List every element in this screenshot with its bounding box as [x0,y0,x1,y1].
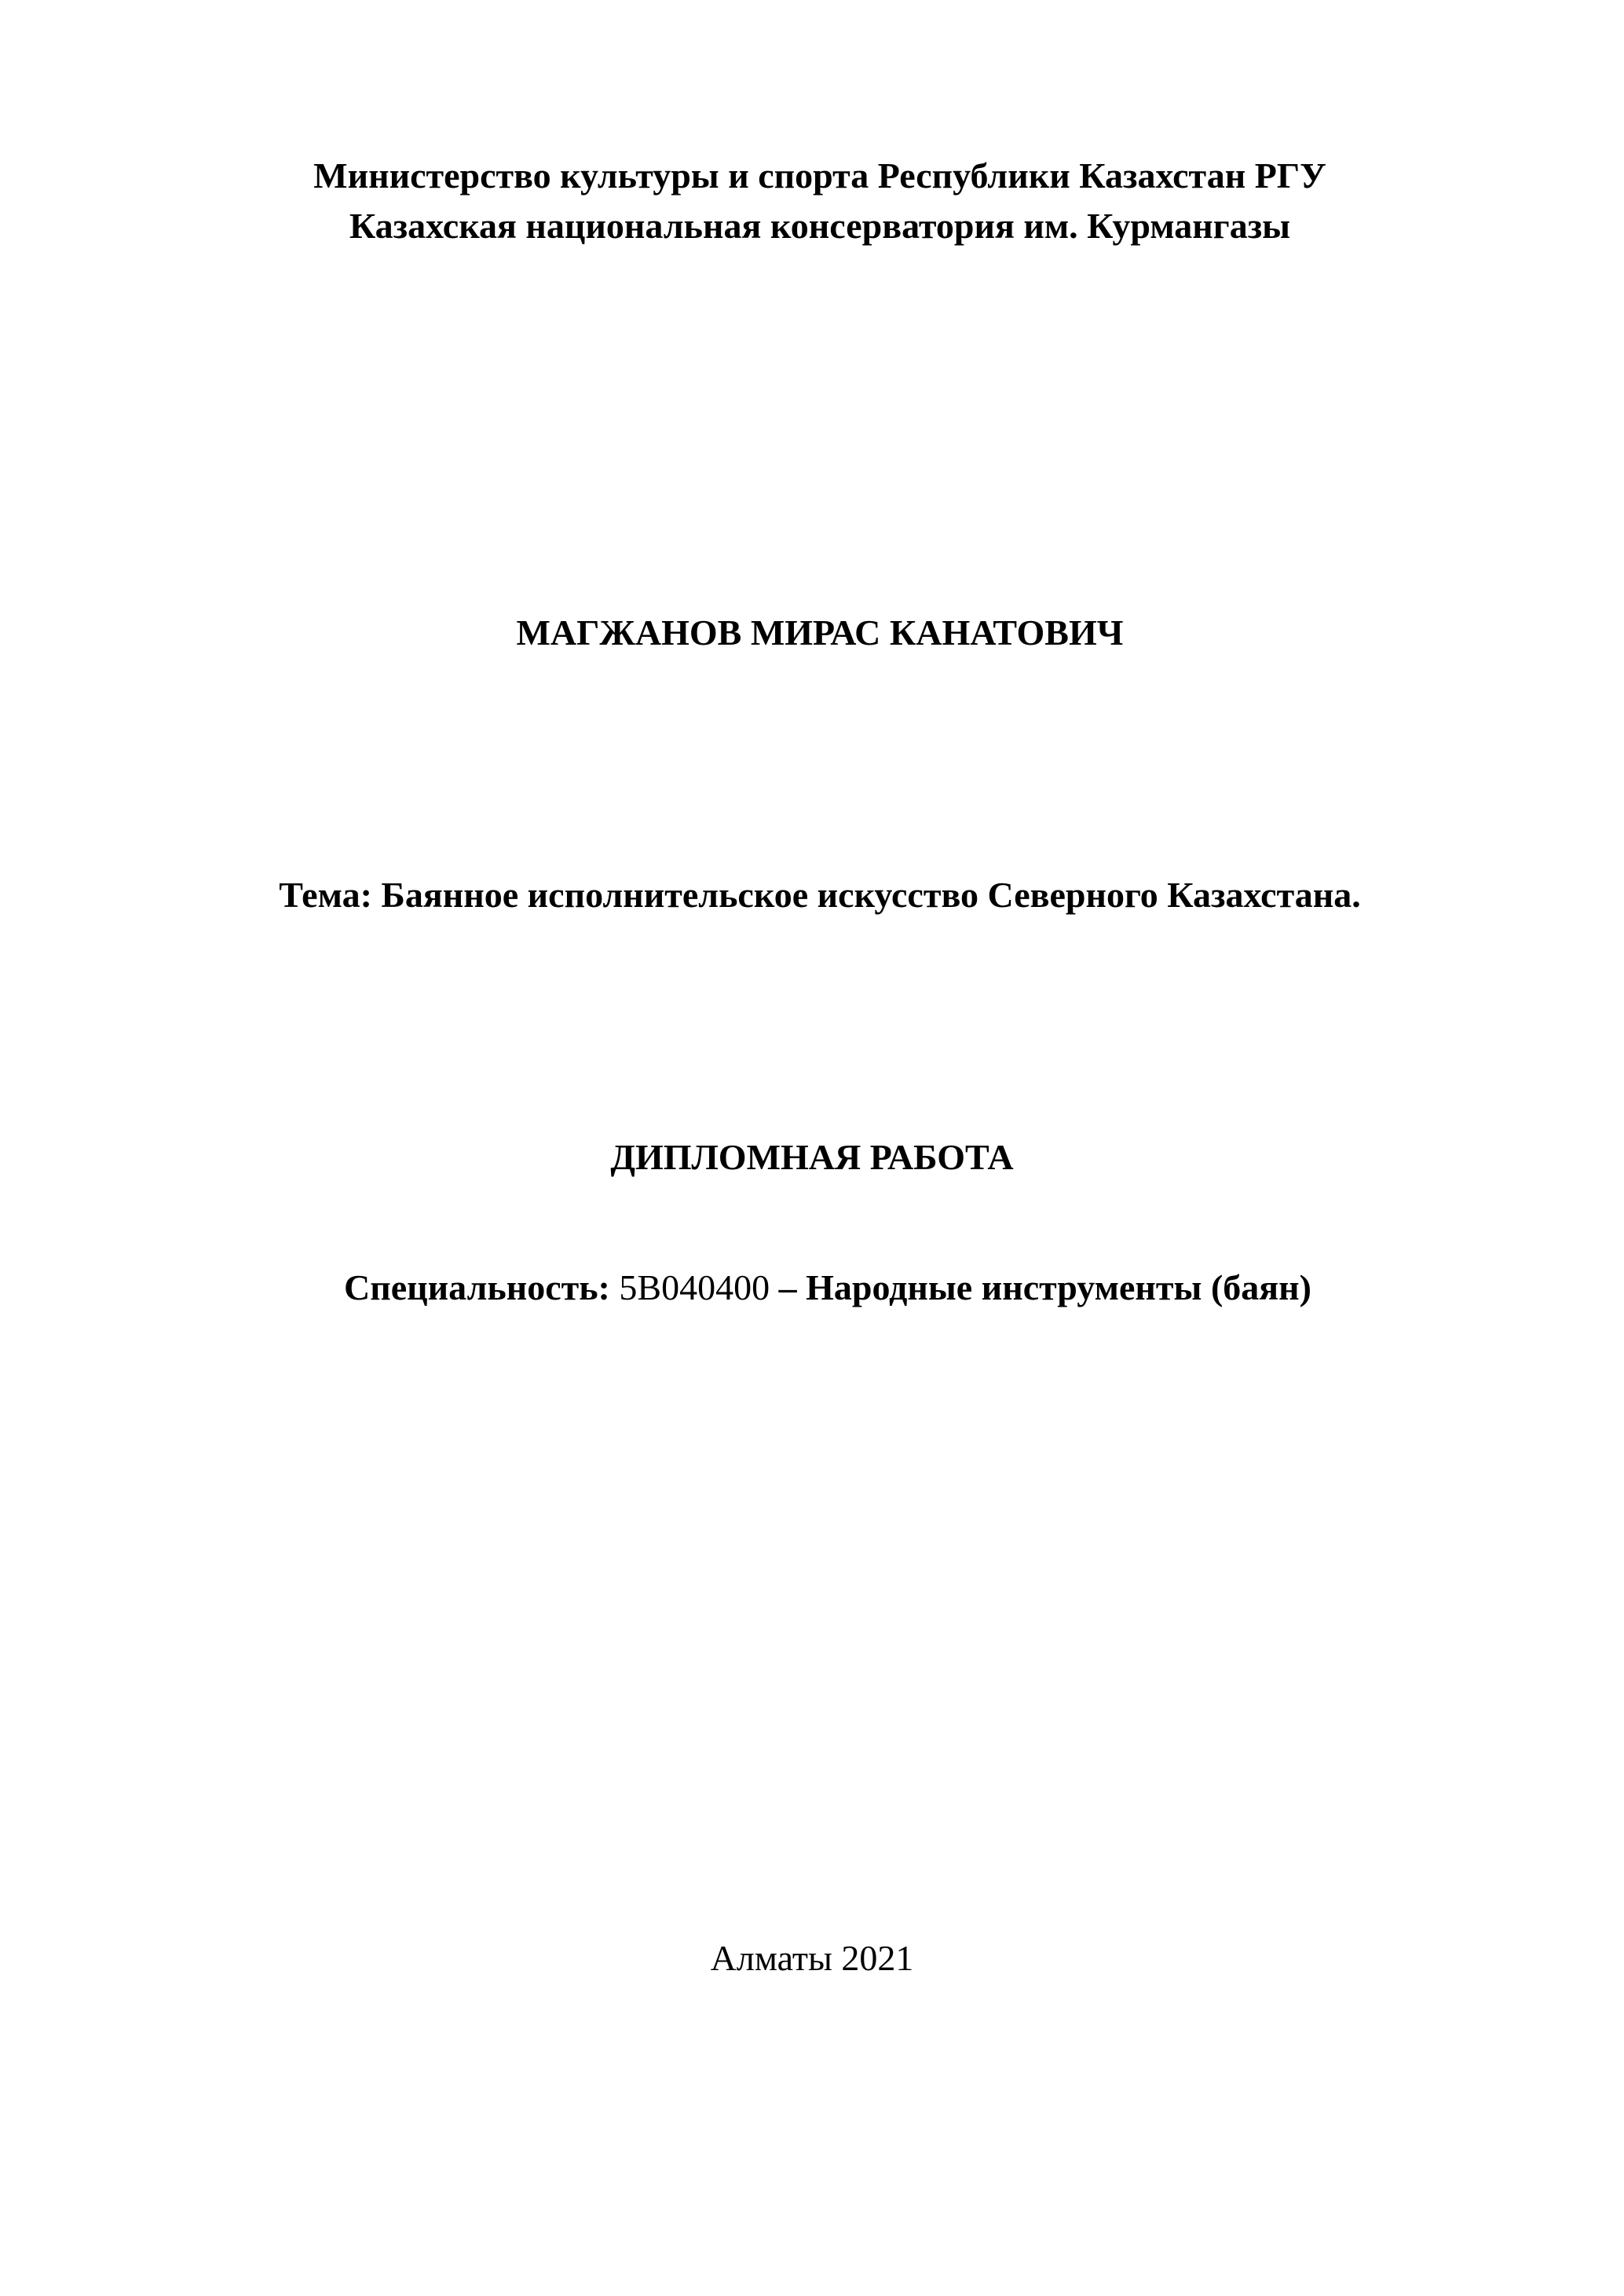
author-name [0,609,1624,656]
place-and-year-text: Алматы 2021 [710,1938,914,1978]
conservatory-heading [0,203,1624,250]
document-type-text: ДИПЛОМНАЯ РАБОТА [610,1137,1014,1177]
ministry-heading-text: Министерство культуры и спорта Республики Казахстан РГУ [313,155,1326,196]
topic-text: Баянное исполнительское искусство Северного Казахстана. [381,875,1361,915]
ministry-heading [0,152,1624,199]
document-type [0,1134,1624,1181]
specialty-name: – Народные инструменты (баян) [778,1267,1311,1307]
place-and-year [0,1935,1624,1982]
conservatory-heading-text: Казахская национальная консерватория им. Курмангазы [349,206,1291,246]
author-name-text: МАГЖАНОВ МИРАС КАНАТОВИЧ [516,612,1124,653]
thesis-topic [0,872,1624,919]
specialty-label: Специальность: [344,1267,610,1307]
topic-label: Тема: [279,875,372,915]
specialty-code: 5В040400 [619,1267,770,1307]
specialty-line [0,1264,1624,1311]
